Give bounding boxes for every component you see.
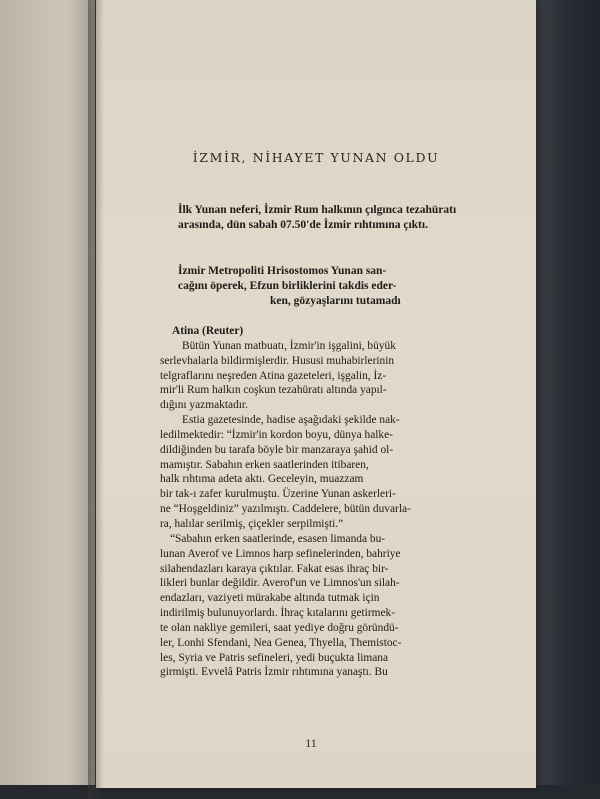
body-line: mamıştır. Sabahın erken saatlerinden itibaren, xyxy=(160,458,369,471)
body-line: endazları, vaziyeti mürakabe altında tutmak için xyxy=(160,592,380,605)
dark-background-right xyxy=(534,0,600,799)
body-line: serlevhalarla bildirmişlerdir. Hususi muhabirlerinin xyxy=(160,354,395,367)
headline-second-line-2: cağını öperek, Efzun birliklerini takdis eder- xyxy=(178,279,397,292)
headline-second-line-1: İzmir Metropoliti Hrisostomos Yunan san- xyxy=(178,265,387,277)
headline-first: İlk Yunan neferi, İzmir Rum halkının çılgınca tezahüratı arasında, dün sabah 07.50'de İzmir rıhtımına çıktı. xyxy=(178,204,457,231)
body-line: “Sabahın erken saatlerinde, esasen limanda bu- xyxy=(170,532,386,545)
body-line: ledilmektedir: “İzmir'in kordon boyu, dünya halke- xyxy=(160,428,393,441)
body-line: indirilmiş bulunuyorlardı. İhraç kıtalarını getirmek- xyxy=(160,607,396,620)
body-line: lunan Averof ve Limnos harp sefinelerinden, bahriye xyxy=(160,547,401,560)
book-page xyxy=(96,0,536,788)
chapter-title: İZMİR, NİHAYET YUNAN OLDU xyxy=(192,150,440,165)
body-line: likleri bunlar değildir. Averof'un ve Limnos'un silah- xyxy=(160,577,400,590)
headline-second-line-3: ken, gözyaşlarını tutamadı xyxy=(270,294,401,307)
article-body xyxy=(160,324,485,680)
body-line: ra, halılar serilmiş, çiçekler serpilmişti.” xyxy=(160,517,344,530)
body-line: te olan nakliye gemileri, saat yediye doğru göründü- xyxy=(160,621,399,634)
body-line: girmişti. Evvelâ Patris İzmir rıhtımına yanaştı. Bu xyxy=(160,666,388,679)
body-line: Bütün Yunan matbuatı, İzmir'in işgalini, büyük xyxy=(182,339,396,352)
body-line: mir'li Rum halkın coşkun tezahüratı altında yapıl- xyxy=(160,384,387,397)
spine-shadow xyxy=(88,0,104,799)
body-line: halk rıhtıma adeta aktı. Geceleyin, muazzam xyxy=(160,473,364,486)
body-line: ne “Hoşgeldiniz” yazılmıştı. Caddelere, bütün duvarla- xyxy=(160,503,411,516)
body-line: silahendazları karaya çıktılar. Fakat esas ihraç bir- xyxy=(160,562,389,575)
headline-second xyxy=(178,264,468,308)
body-line: telgraflarını neşreden Atina gazeteleri, işgalin, İz- xyxy=(160,369,387,382)
left-page-edge xyxy=(0,0,95,799)
body-line: dığını yazmaktadır. xyxy=(160,399,248,412)
body-line: ler, Lonhi Sfendani, Nea Genea, Thyella, Themistoc- xyxy=(160,636,402,649)
page-number: 11 xyxy=(305,736,317,750)
body-line: dildiğinden bu tarafa böyle bir manzaraya şahid ol- xyxy=(160,443,394,456)
body-line: les, Syria ve Patris sefineleri, yedi buçukta limana xyxy=(160,651,389,664)
body-line: bir tak-ı zafer kurulmuştu. Üzerine Yunan askerleri- xyxy=(160,488,396,501)
dateline: Atina (Reuter) xyxy=(172,325,244,337)
body-line: Estia gazetesinde, hadise aşağıdaki şekilde nak- xyxy=(182,414,400,427)
